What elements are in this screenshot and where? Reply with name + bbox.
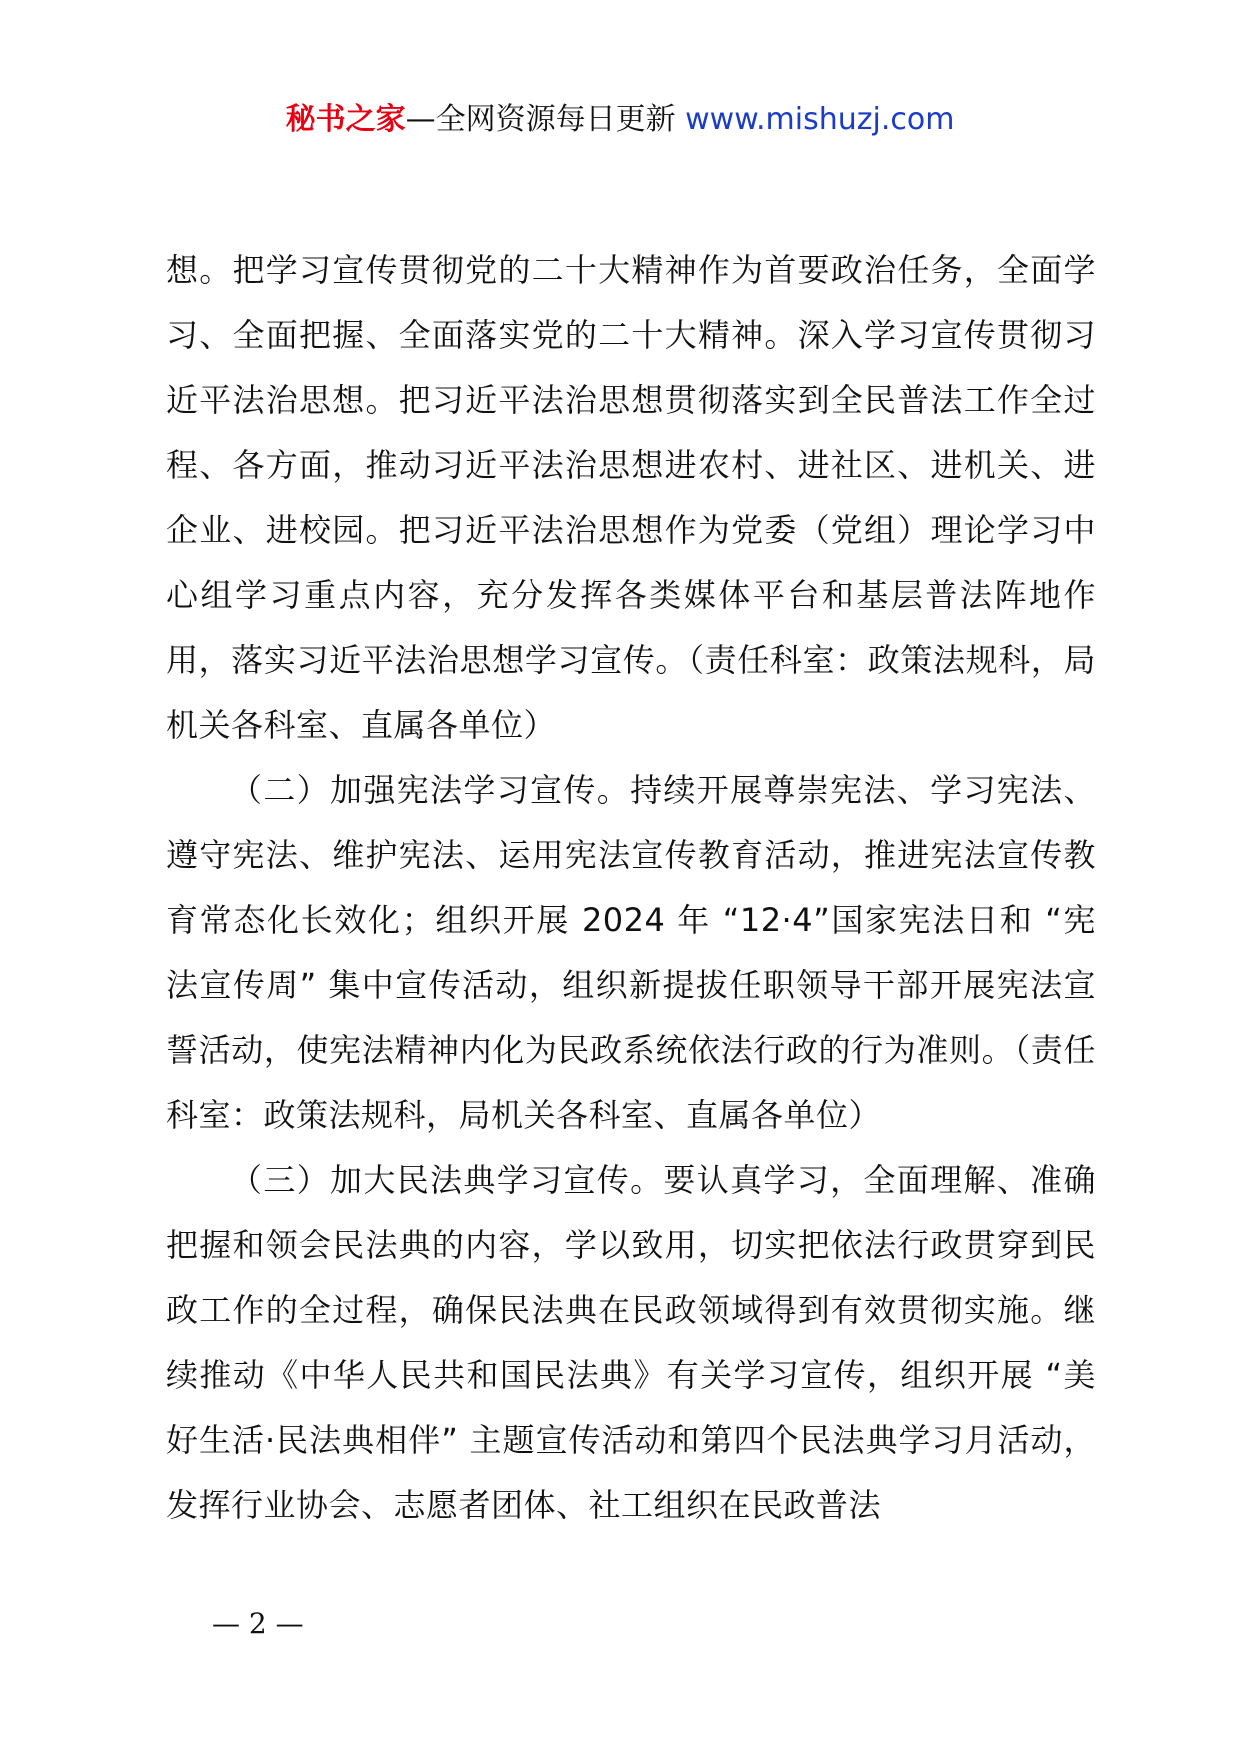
site-brand: 秘书之家 — [285, 102, 406, 137]
site-slogan: —全网资源每日更新 — [405, 102, 686, 137]
site-url-link[interactable]: www.mishuzj.com — [685, 102, 955, 137]
paragraph-constitution: （二）加强宪法学习宣传。持续开展尊崇宪法、学习宪法、遵守宪法、维护宪法、运用宪法宣传教育活动，推进宪法宣传教育常态化长效化；组织开展 2024 年 “12·4”国家宪法日和 “宪法宣传周” 集中宣传活动，组织新提拔任职领导干部开展宪法宣誓活动，使宪法精神内化为民政系统依法行政的行为准则。（责任科室：政策法规科，局机关各科室、直属各单位） — [166, 771, 1096, 1134]
paragraph-civil-code: （三）加大民法典学习宣传。要认真学习，全面理解、准确把握和领会民法典的内容，学以致用，切实把依法行政贯穿到民政工作的全过程，确保民法典在民政领域得到有效贯彻实施。继续推动《中华人民共和国民法典》有关学习宣传，组织开展 “美好生活·民法典相伴” 主题宣传活动和第四个民法典学习月活动，发挥行业协会、志愿者团体、社工组织在民政普法 — [166, 1161, 1096, 1524]
site-header — [0, 98, 1240, 142]
page-number: — 2 — — [212, 1607, 304, 1640]
document-body — [166, 238, 1096, 1538]
paragraph-continued: 想。把学习宣传贯彻党的二十大精神作为首要政治任务，全面学习、全面把握、全面落实党的二十大精神。深入学习宣传贯彻习近平法治思想。把习近平法治思想贯彻落实到全民普法工作全过程、各方面，推动习近平法治思想进农村、进社区、进机关、进企业、进校园。把习近平法治思想作为党委（党组）理论学习中心组学习重点内容，充分发挥各类媒体平台和基层普法阵地作用，落实习近平法治思想学习宣传。（责任科室：政策法规科，局机关各科室、直属各单位） — [166, 251, 1096, 744]
